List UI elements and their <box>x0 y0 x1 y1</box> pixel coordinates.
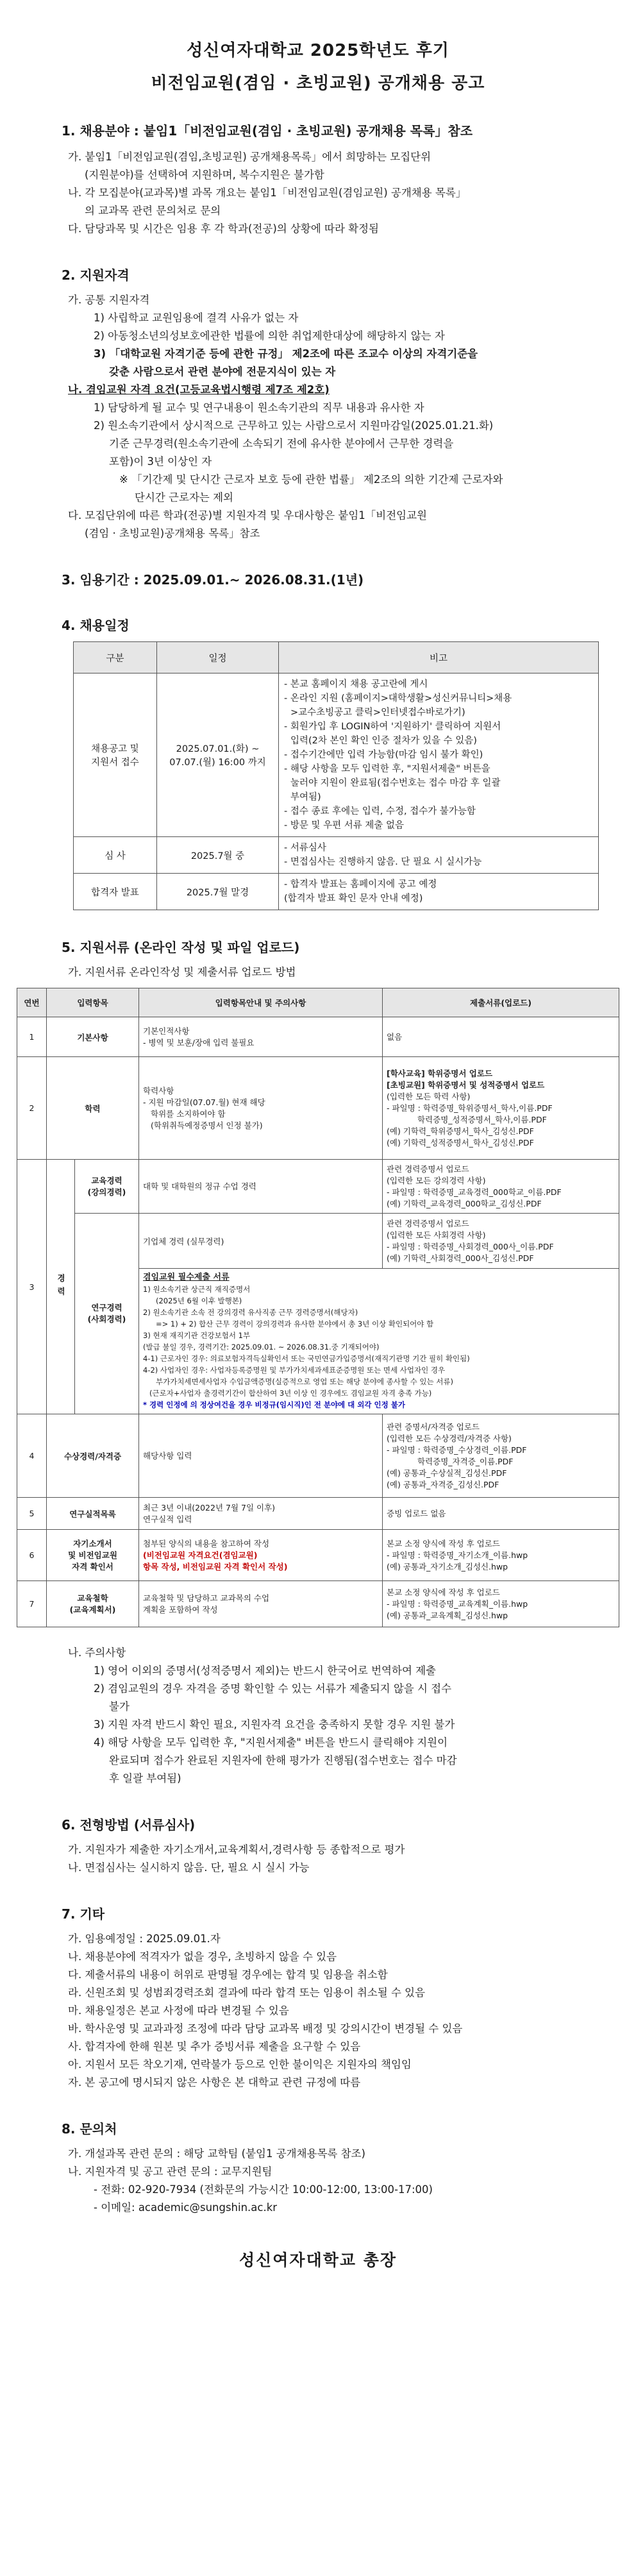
row-no: 3 <box>17 1160 47 1414</box>
schedule-notes: - 서류심사 - 면접심사는 진행하지 않음. 단 필요 시 실시가능 <box>279 837 599 874</box>
docs-header-item: 입력항목 <box>47 988 139 1017</box>
sec2-b1: 1) 담당하게 될 교수 및 연구내용이 원소속기관의 직무 내용과 유사한 자 <box>94 402 424 414</box>
sec2-b: 나. 겸임교원 자격 요건(고등교육법시행령 제7조 제2호) <box>68 384 330 396</box>
row-item: 학력 <box>47 1057 139 1160</box>
row-no: 6 <box>17 1530 47 1581</box>
sec2-b2c: 포함)이 3년 이상인 자 <box>109 455 212 468</box>
page-title-line1: 성신여자대학교 2025학년도 후기 <box>187 41 449 60</box>
schedule-table <box>73 641 599 910</box>
schedule-header-category: 구분 <box>74 642 157 674</box>
table-row <box>17 1017 619 1057</box>
table-row <box>17 1581 619 1627</box>
sec5-notes-title: 나. 주의사항 <box>68 1647 126 1659</box>
section-1-title: 1. 채용분야 : 붙임1「비전임교원(겸임 · 초빙교원) 공개채용 목록」참조 <box>62 123 473 139</box>
sec8-phone: - 전화: 02-920-7934 (전화문의 가능시간 10:00-12:00, 13:00-17:00) <box>94 2183 433 2196</box>
table-row <box>74 837 599 874</box>
sec7-item: 아. 지원서 모든 착오기재, 연락불가 등으로 인한 불이익은 지원자의 책임임 <box>68 2058 412 2071</box>
sec2-cb: (겸임 · 초빙교원)공개채용 목록」참조 <box>85 527 260 539</box>
sec2-a3b: 갖춘 사람으로서 관련 분야에 전문지식이 있는 자 <box>109 366 336 378</box>
adjunct-required-docs: 겸임교원 필수제출 서류 1) 원소속기관 상근직 재직증명서 (2025년 6월 이후 발행본) 2) 원소속기관 소속 전 강의경력 유사직종 근무 경력증명서(해당자) => 1) + 2) 합산 근무 경력이 강의경력과 유사한 분야에서 총 3년 이상 확인되어야 함 3) 현재 재직기관 건강보험서 1부 (발급 불일 경우, 경력기간: 2025.09.01. ~ 2026.08.31.중 기재되어야) 4-1) 근로자인 경우: 의료보험자격득실확인서 또는 국민연금가입증명서(재직기관명 기간 필히 확인됨) 4-2) 사업자인 경우: 사업자등록증명원 및 부가가치세과세표준증명원 또는 면세 사업자인 경우 부가가치세면세사업자 수입금액증명(실증적으로 영업 또는 해당 분야에 종사할 수 있는 서류) (근로자+사업자 출경력기간이 합산하여 3년 이상 인 경우에도 겸임교원 자격 충족 가능) * 경력 인정에 의 정상여건을 경우 비정규(임시직)인 전 분야에 대 외각 인정 불가 <box>139 1269 619 1414</box>
sec1-item: (지원분야)를 선택하여 지원하며, 복수지원은 불가함 <box>85 169 324 181</box>
sec2-note: ※ 「기간제 및 단시간 근로자 보호 등에 관한 법률」 제2조의 의한 기간제 근로자와 <box>119 473 503 486</box>
signature: 성신여자대학교 총장 <box>238 2251 398 2269</box>
sec2-b2b: 기준 근무경력(원소속기관에 소속되기 전에 유사한 분야에서 근무한 경력을 <box>109 437 454 450</box>
sec6-b: 나. 면접심사는 실시하지 않음. 단, 필요 시 실시 가능 <box>68 1861 310 1874</box>
sec2-note-b: 단시간 근로자는 제외 <box>135 491 233 504</box>
row-no: 5 <box>17 1498 47 1530</box>
row-guide: 교육철학 및 담당하고 교과목의 수업 계획을 포함하여 작성 <box>139 1581 383 1627</box>
documents-table <box>17 988 619 1627</box>
row-docs: 관련 증명서/자격증 업로드 (입력한 모든 수상경력/자격증 사항) - 파일명 : 학력증명_수상경력_이름.PDF 학력증명_자격증_이름.PDF (예) 공통과_수상실적_김성신.PDF (예) 공통과_자격증_김성신.PDF <box>383 1414 619 1498</box>
sec2-c: 다. 모집단위에 따른 학과(전공)별 지원자격 및 우대사항은 붙임1「비전임교원 <box>68 509 428 521</box>
section-8-title: 8. 문의처 <box>62 2121 117 2137</box>
page-title-line2: 비전임교원(겸임 · 초빙교원) 공개채용 공고 <box>151 74 485 93</box>
table-row <box>74 674 599 837</box>
sec5-note: 4) 해당 사항을 모두 입력한 후, "지원서제출" 버튼을 반드시 클릭해야 지원이 <box>94 1736 448 1749</box>
row-no: 4 <box>17 1414 47 1498</box>
sec7-item: 자. 본 공고에 명시되지 않은 사항은 본 대학교 관련 규정에 따름 <box>68 2076 361 2089</box>
sec7-item: 사. 합격자에 한해 원본 및 추가 증빙서류 제출을 요구할 수 있음 <box>68 2040 361 2053</box>
sec1-item: 나. 각 모집분야(교과목)별 과목 개요는 붙임1「비전임교원(겸임교원) 공개채용 목록」 <box>68 187 467 199</box>
sec1-item: 다. 담당과목 및 시간은 임용 후 각 학과(전공)의 상황에 따라 확정됨 <box>68 223 379 235</box>
sec7-item: 가. 임용예정일 : 2025.09.01.자 <box>68 1933 221 1945</box>
sec8-b: 나. 지원자격 및 공고 관련 문의 : 교무지원팀 <box>68 2165 272 2178</box>
sec8-a: 가. 개설과목 관련 문의 : 해당 교학팀 (붙임1 공개채용목록 참조) <box>68 2148 365 2160</box>
schedule-date: 2025.7월 말경 <box>157 874 279 910</box>
row-guide: 첨부된 양식의 내용을 참고하여 작성 (비전임교원 자격요건(겸임교원) 항목 작성, 비전임교원 자격 확인서 작성) <box>139 1530 383 1581</box>
docs-header-guide: 입력항목안내 및 주의사항 <box>139 988 383 1017</box>
docs-header-docs: 제출서류(업로드) <box>383 988 619 1017</box>
schedule-date: 2025.07.01.(화) ~ 07.07.(월) 16:00 까지 <box>157 674 279 837</box>
section-6-title: 6. 전형방법 (서류심사) <box>62 1817 196 1833</box>
sec5-note: 불가 <box>109 1700 130 1713</box>
schedule-category: 합격자 발표 <box>74 874 157 910</box>
row-docs: [학사교육] 학위증명서 업로드 [초빙교원] 학위증명서 및 성적증명서 업로드 (입력한 모든 학력 사항) - 파일명 : 학력증명_학위증명서_학사,이름.PDF 학력증명_성적증명서_학사,이름.PDF (예) 기학력_학위증명서_학사_김성신.PDF (예) 기학력_성적증명서_학사_김성신.PDF <box>383 1057 619 1160</box>
sec1-item: 의 교과목 관련 문의처로 문의 <box>85 205 221 217</box>
row-docs: 증빙 업로드 없음 <box>383 1498 619 1530</box>
table-row <box>74 874 599 910</box>
row-no: 1 <box>17 1017 47 1057</box>
row-guide: 학력사항 - 지원 마감일(07.07.월) 현재 해당 학위를 소지하여야 함 (학위취득예정증명서 인정 불가) <box>139 1057 383 1160</box>
sec2-a2: 2) 아동청소년의성보호에관한 법률에 의한 취업제한대상에 해당하지 않는 자 <box>94 330 445 342</box>
table-row <box>17 1414 619 1498</box>
docs-header-no: 연번 <box>17 988 47 1017</box>
sec5-note: 2) 겸임교원의 경우 자격을 증명 확인할 수 있는 서류가 제출되지 않을 시 접수 <box>94 1682 452 1695</box>
row-item: 연구실적목록 <box>47 1498 139 1530</box>
row-guide: 최근 3년 이내(2022년 7월 7일 이후) 연구실적 입력 <box>139 1498 383 1530</box>
table-row <box>17 1530 619 1581</box>
row-docs: 본교 소정 양식에 작성 후 업로드 - 파일명 : 학력증명_교육계획_이름.hwp (예) 공통과_교육계획_김성신.hwp <box>383 1581 619 1627</box>
row-item: 교육경력 (강의경력) <box>75 1160 139 1214</box>
sec1-item: 가. 붙임1「비전임교원(겸임,초빙교원) 공개채용목록」에서 희망하는 모집단위 <box>68 151 431 163</box>
sec8-email: - 이메일: academic@sungshin.ac.kr <box>94 2201 278 2214</box>
row-item: 교육철학 (교육계획서) <box>47 1581 139 1627</box>
row-no: 2 <box>17 1057 47 1160</box>
row-docs: 관련 경력증명서 업로드 (입력한 모든 강의경력 사항) - 파일명 : 학력증명_교육경력_000학교_이름.PDF (예) 기학력_교육경력_000학교_김성신.PDF <box>383 1160 619 1214</box>
sec2-a3: 3) 「대학교원 자격기준 등에 관한 규정」 제2조에 따른 조교수 이상의 자격기준을 <box>94 348 478 360</box>
sec7-item: 라. 신원조회 및 성범죄경력조회 결과에 따라 합격 또는 임용이 취소될 수 있음 <box>68 1987 426 1999</box>
table-row <box>17 1057 619 1160</box>
sec6-a: 가. 지원자가 제출한 자기소개서,교육계획서,경력사항 등 종합적으로 평가 <box>68 1843 405 1856</box>
schedule-category: 채용공고 및 지원서 접수 <box>74 674 157 837</box>
sec7-item: 다. 제출서류의 내용이 허위로 판명될 경우에는 합격 및 임용을 취소함 <box>68 1969 388 1981</box>
row-guide: 기업체 경력 (실무경력) <box>139 1214 383 1269</box>
table-row <box>17 1498 619 1530</box>
sec7-item: 나. 채용분야에 적격자가 없을 경우, 초빙하지 않을 수 있음 <box>68 1951 337 1963</box>
sec2-b2: 2) 원소속기관에서 상시적으로 근무하고 있는 사람으로서 지원마감일(2025.01.21.화) <box>94 419 494 432</box>
row-docs: 없음 <box>383 1017 619 1057</box>
table-row <box>17 1160 619 1214</box>
section-3-title: 3. 임용기간 : 2025.09.01.~ 2026.08.31.(1년) <box>62 572 364 588</box>
section-7-title: 7. 기타 <box>62 1906 105 1922</box>
section-5-title: 5. 지원서류 (온라인 작성 및 파일 업로드) <box>62 940 300 955</box>
sec5-sub: 가. 지원서류 온라인작성 및 제출서류 업로드 방법 <box>68 966 296 978</box>
schedule-category: 심 사 <box>74 837 157 874</box>
schedule-notes: - 본교 홈페이지 채용 공고란에 게시 - 온라인 지원 (홈페이지>대학생활>성신커뮤니티>채용 >교수초빙공고 클릭>인터넷접수바로가기) - 회원가입 후 LOGIN하여 '지원하기' 클릭하여 지원서 입력(2차 본인 확인 인증 절차가 있을 수 있음) - 접수기간에만 입력 가능함(마감 임시 불가 확인) - 해당 사항을 모두 입력한 후, "지원서제출" 버튼을 눌러야 지원이 완료됨(접수번호는 접수 마감 후 일괄 부여됨) - 접수 종료 후에는 입력, 수정, 접수가 불가능함 - 방문 및 우편 서류 제출 없음 <box>279 674 599 837</box>
row-guide: 해당사항 입력 <box>139 1414 383 1498</box>
schedule-header-notes: 비고 <box>279 642 599 674</box>
table-row <box>17 1214 619 1269</box>
row-item: 자기소개서 및 비전임교원 자격 확인서 <box>47 1530 139 1581</box>
row-guide: 기본인적사항 - 병역 및 보훈/장애 입력 불필요 <box>139 1017 383 1057</box>
row-docs: 본교 소정 양식에 작성 후 업로드 - 파일명 : 학력증명_자기소개_이름.hwp (예) 공통과_자기소개_김성신.hwp <box>383 1530 619 1581</box>
row-group: 경력 <box>47 1160 75 1414</box>
sec7-item: 마. 채용일정은 본교 사정에 따라 변경될 수 있음 <box>68 2004 289 2017</box>
sec5-note: 완료되며 접수가 완료된 지원자에 한해 평가가 진행됨(접수번호는 접수 마감 <box>109 1754 457 1767</box>
schedule-date: 2025.7월 중 <box>157 837 279 874</box>
row-item: 연구경력 (사회경력) <box>75 1214 139 1414</box>
sec2-a: 가. 공통 지원자격 <box>68 294 150 306</box>
schedule-header-date: 일정 <box>157 642 279 674</box>
title-block <box>38 0 598 94</box>
section-2-title: 2. 지원자격 <box>62 267 130 283</box>
row-item: 기본사항 <box>47 1017 139 1057</box>
row-docs: 관련 경력증명서 업로드 (입력한 모든 사회경력 사항) - 파일명 : 학력증명_사회경력_000사_이름.PDF (예) 기학력_사회경력_000사_김성신.PDF <box>383 1214 619 1269</box>
schedule-notes: - 합격자 발표는 홈페이지에 공고 예정 (합격자 발표 확인 문자 안내 예정) <box>279 874 599 910</box>
sec7-item: 바. 학사운영 및 교과과정 조정에 따라 담당 교과목 배정 및 강의시간이 변경될 수 있음 <box>68 2022 463 2035</box>
sec2-a1: 1) 사립학교 교원임용에 결격 사유가 없는 자 <box>94 312 299 324</box>
section-4-title: 4. 채용일정 <box>62 618 130 633</box>
row-item: 수상경력/자격증 <box>47 1414 139 1498</box>
sec5-note: 후 일괄 부여됨) <box>109 1772 181 1784</box>
sec5-note: 1) 영어 이외의 증명서(성적증명서 제외)는 반드시 한국어로 번역하여 제출 <box>94 1665 436 1677</box>
row-guide: 대학 및 대학원의 정규 수업 경력 <box>139 1160 383 1214</box>
sec5-note: 3) 지원 자격 반드시 확인 필요, 지원자격 요건을 충족하지 못할 경우 지원 불가 <box>94 1718 455 1731</box>
row-no: 7 <box>17 1581 47 1627</box>
